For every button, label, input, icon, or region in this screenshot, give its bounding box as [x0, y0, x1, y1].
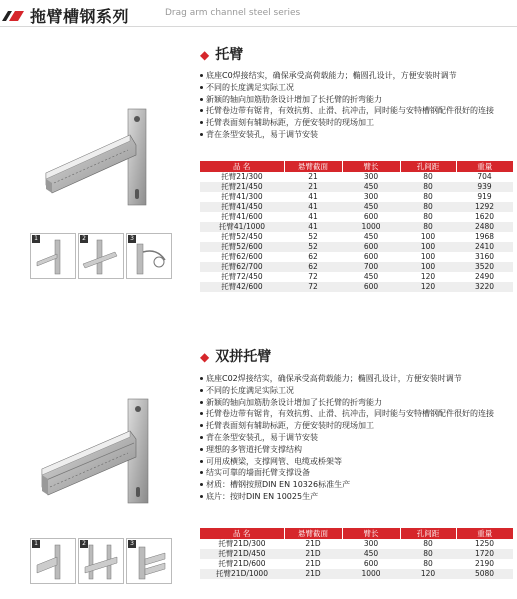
table-cell: 600: [363, 559, 379, 568]
table-cell: 72: [284, 282, 342, 292]
table-cell: 3160: [474, 252, 495, 261]
table-cell: 80: [400, 182, 456, 192]
feature-item: 结实可靠的墙面托臂支撑设备: [200, 467, 513, 479]
table-row: [200, 222, 513, 232]
section1-feature-list: [200, 70, 513, 141]
table-cell: 600: [363, 212, 379, 221]
feature-item: 底座C02焊接结实，确保承受高荷载能力；椭圆孔设计，方便安装时调节: [200, 373, 513, 385]
column-header: 悬臂截面: [284, 528, 342, 539]
table-cell: 80: [423, 539, 433, 548]
table-cell: 600: [363, 252, 379, 261]
table-cell: 300: [363, 192, 379, 201]
table-row: [200, 262, 513, 272]
table-cell: 托臂52/450: [221, 232, 263, 241]
table-cell: 1000: [342, 569, 400, 579]
table-cell: 80: [423, 172, 433, 181]
table-cell: 托臂41/1000: [200, 222, 284, 232]
table-row: [200, 172, 513, 182]
table-cell: 120: [420, 272, 436, 281]
table-cell: 3220: [456, 282, 513, 292]
table-row: [200, 212, 513, 222]
table-cell: 100: [420, 252, 436, 261]
column-header: 重量: [456, 161, 513, 172]
installation-thumb-2: 2: [78, 233, 124, 279]
table-cell: 41: [308, 212, 318, 221]
feature-item: 托臂卷边带有锯肯，有效抗剪、止滑、抗冲击，同时能与安特槽钢配件很好的连接: [200, 105, 513, 117]
column-header: 孔间距: [400, 528, 456, 539]
table-cell: 62: [284, 262, 342, 272]
section2-spec-table: [200, 528, 513, 579]
feature-item: 可用成横梁，支撑网管、电缆或桥架等: [200, 456, 513, 468]
table-cell: 72: [308, 272, 318, 281]
table-cell: 300: [363, 539, 379, 548]
table-cell: 托臂72/450: [221, 272, 263, 281]
section2-title: ◆ 双拼托臂: [200, 349, 272, 365]
table-cell: 450: [342, 182, 400, 192]
table-row: [200, 192, 513, 202]
table-cell: 704: [477, 172, 492, 181]
table-cell: 2410: [456, 242, 513, 252]
table-cell: 21: [308, 172, 318, 181]
table-cell: 100: [400, 262, 456, 272]
table-cell: 2480: [456, 222, 513, 232]
section1-table-body: [200, 172, 513, 292]
table-cell: 120: [400, 569, 456, 579]
table-cell: 托臂41/450: [200, 202, 284, 212]
table-cell: 62: [308, 252, 318, 261]
table-cell: 41: [308, 192, 318, 201]
table-cell: 托臂21D/450: [200, 549, 284, 559]
table-cell: 5080: [456, 569, 513, 579]
table-cell: 939: [456, 182, 513, 192]
feature-item: 不同的长度满足实际工况: [200, 82, 513, 94]
table-cell: 450: [363, 232, 379, 241]
table-cell: 托臂21D/600: [218, 559, 266, 568]
table-cell: 托臂21D/1000: [200, 569, 284, 579]
installation-thumb-3: 3: [126, 538, 172, 584]
feature-item: 托臂卷边带有锯肯，有效抗剪、止滑、抗冲击，同时能与安特槽钢配件很好的连接: [200, 408, 513, 420]
feature-item: 不同的长度满足实际工况: [200, 385, 513, 397]
table-cell: 80: [400, 222, 456, 232]
table-cell: 80: [400, 202, 456, 212]
table-cell: 919: [477, 192, 492, 201]
feature-item: 新颖的轴向加筋肋条设计增加了长托臂的折弯能力: [200, 94, 513, 106]
table-row: [200, 272, 513, 282]
column-header: 悬臂截面: [284, 161, 342, 172]
table-row: [200, 549, 513, 559]
table-cell: 600: [342, 282, 400, 292]
table-row: [200, 252, 513, 262]
table-cell: 120: [400, 282, 456, 292]
feature-item: 新颖的轴向加筋肋条设计增加了长托臂的折弯能力: [200, 397, 513, 409]
feature-item: 底片：按时DIN EN 10025生产: [200, 491, 513, 503]
installation-thumb-1: 1: [30, 233, 76, 279]
table-cell: 21D: [284, 549, 342, 559]
column-header: 重量: [456, 528, 513, 539]
feature-item: 托臂表面刻有辅助标距，方便安装时的现场加工: [200, 117, 513, 129]
section2-table-body: [200, 539, 513, 579]
page-subtitle: Drag arm channel steel series: [165, 8, 301, 18]
table-cell: 1000: [342, 222, 400, 232]
table-cell: 41: [284, 222, 342, 232]
header-stripe-icon: [2, 9, 24, 21]
table-cell: 1968: [474, 232, 495, 241]
table-cell: 21: [284, 182, 342, 192]
table-cell: 41: [284, 202, 342, 212]
table-cell: 托臂41/600: [221, 212, 263, 221]
table-cell: 2490: [474, 272, 495, 281]
table-cell: 1620: [474, 212, 495, 221]
table-cell: 21D: [305, 559, 321, 568]
table-cell: 托臂41/300: [221, 192, 263, 201]
column-header: 品 名: [200, 528, 284, 539]
header-divider: [0, 26, 517, 27]
table-cell: 80: [400, 549, 456, 559]
page-title: 拖臂槽钢系列: [30, 7, 130, 26]
table-cell: 托臂21D/300: [218, 539, 266, 548]
table-cell: 托臂42/600: [200, 282, 284, 292]
table-cell: 600: [342, 242, 400, 252]
table-cell: 21D: [305, 539, 321, 548]
installation-thumb-3: 3: [126, 233, 172, 279]
installation-thumb-1: 1: [30, 538, 76, 584]
table-cell: 托臂52/600: [200, 242, 284, 252]
table-cell: 80: [423, 192, 433, 201]
table-cell: 托臂21/450: [200, 182, 284, 192]
column-header: 臂长: [342, 528, 400, 539]
table-cell: 100: [420, 232, 436, 241]
table-cell: 700: [342, 262, 400, 272]
column-header: 品 名: [200, 161, 284, 172]
table-row: [200, 569, 513, 579]
table-cell: 托臂21/300: [221, 172, 263, 181]
feature-item: 理想的多管道托臂支撑结构: [200, 444, 513, 456]
table-cell: 450: [342, 202, 400, 212]
double-cantilever-arm-image: [36, 395, 166, 515]
table-cell: 450: [363, 272, 379, 281]
feature-item: 背在条型安装孔，易于调节安装: [200, 432, 513, 444]
section1-title: ◆ 托臂: [200, 47, 244, 63]
feature-item: 底座C0焊接结实，确保承受高荷载能力；椭圆孔设计，方便安装时调节: [200, 70, 513, 82]
table-cell: 托臂62/600: [221, 252, 263, 261]
feature-item: 材质：槽钢按照DIN EN 10326标准生产: [200, 479, 513, 491]
diamond-icon: ◆: [200, 48, 210, 62]
table-row: [200, 559, 513, 569]
table-cell: 3520: [456, 262, 513, 272]
table-cell: 托臂62/700: [200, 262, 284, 272]
column-header: 孔间距: [400, 161, 456, 172]
table-row: [200, 282, 513, 292]
feature-item: 托臂表面刻有辅助标距，方便安装时的现场加工: [200, 420, 513, 432]
table-cell: 1250: [474, 539, 495, 548]
feature-item: 背在条型安装孔，易于调节安装: [200, 129, 513, 141]
section2-feature-list: [200, 373, 513, 503]
installation-thumb-2: 2: [78, 538, 124, 584]
cantilever-arm-image: [40, 105, 160, 215]
table-row: [200, 202, 513, 212]
table-row: [200, 182, 513, 192]
table-cell: 1292: [456, 202, 513, 212]
column-header: 臂长: [342, 161, 400, 172]
table-row: [200, 232, 513, 242]
table-cell: 450: [342, 549, 400, 559]
diamond-icon: ◆: [200, 350, 210, 364]
table-cell: 80: [423, 559, 433, 568]
table-cell: 80: [423, 212, 433, 221]
table-row: [200, 242, 513, 252]
table-row: [200, 539, 513, 549]
table-cell: 2190: [474, 559, 495, 568]
section1-spec-table: [200, 161, 513, 292]
table-cell: 300: [363, 172, 379, 181]
table-cell: 52: [284, 242, 342, 252]
table-cell: 100: [400, 242, 456, 252]
table-cell: 52: [308, 232, 318, 241]
table-cell: 21D: [284, 569, 342, 579]
table-cell: 1720: [456, 549, 513, 559]
